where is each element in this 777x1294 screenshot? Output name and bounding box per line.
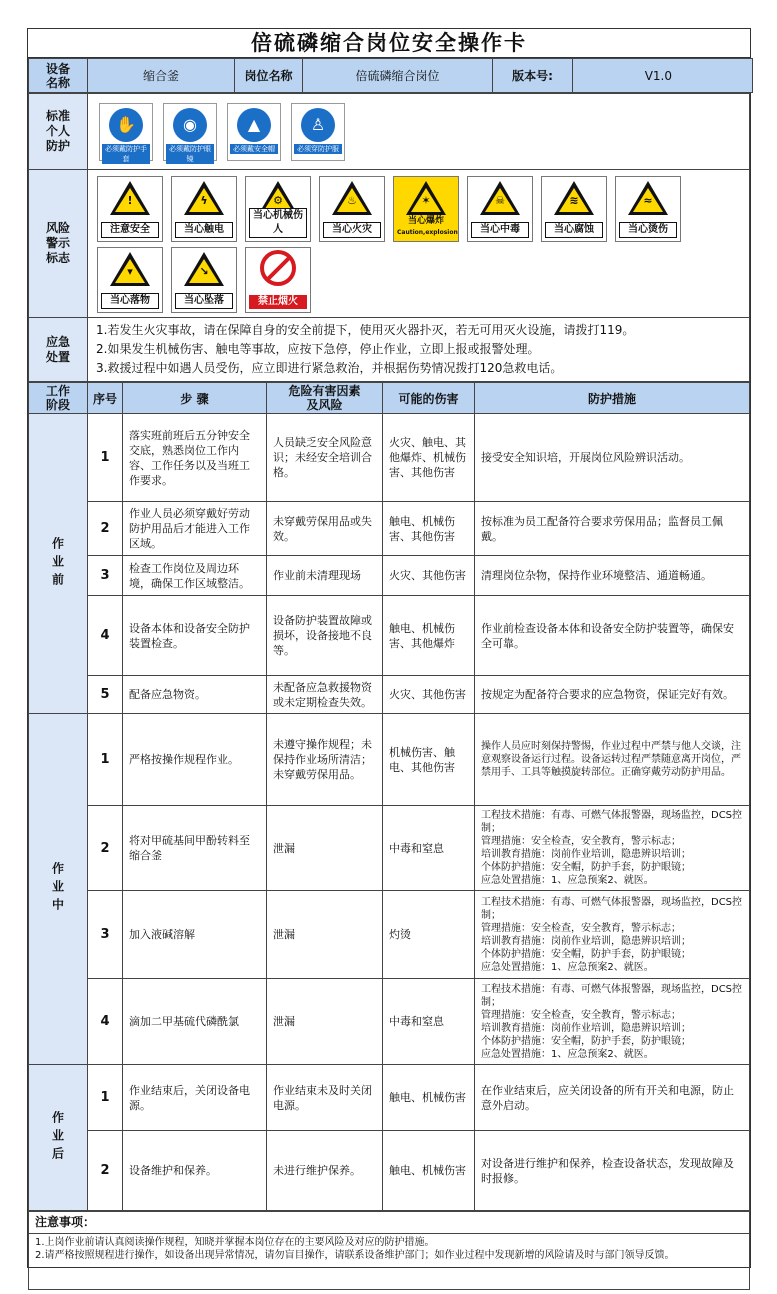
notes-body bbox=[29, 1234, 750, 1290]
warning-sign bbox=[97, 176, 163, 242]
ppe-sign bbox=[291, 103, 345, 161]
warning-sign bbox=[393, 176, 459, 242]
ppe-sign-text: 必须穿防护服 bbox=[294, 144, 342, 154]
col-harm: 可能的伤害 bbox=[383, 383, 475, 414]
harm-cell: 火灾、其他伤害 bbox=[383, 556, 475, 596]
stage-cell: 作业中 bbox=[29, 714, 88, 1065]
row-number: 4 bbox=[88, 979, 123, 1065]
col-stage: 工作阶段 bbox=[29, 383, 88, 414]
page-title: 倍硫磷缩合岗位安全操作卡 bbox=[28, 29, 750, 58]
hazard-cell: 作业结束未及时关闭电源。 bbox=[267, 1065, 383, 1131]
measure-cell: 作业前检查设备本体和设备安全防护装置等，确保安全可靠。 bbox=[475, 596, 750, 676]
warning-sign-text: 当心触电 bbox=[175, 222, 233, 238]
post-name-value: 倍硫磷缩合岗位 bbox=[303, 59, 493, 93]
table-row bbox=[29, 714, 750, 806]
warning-sign-text: 当心中毒 bbox=[471, 222, 529, 238]
caution-icon: ! bbox=[110, 181, 150, 215]
col-hazard: 危险有害因素及风险 bbox=[267, 383, 383, 414]
harm-cell: 灼烫 bbox=[383, 891, 475, 979]
step-cell: 加入液碱溶解 bbox=[123, 891, 267, 979]
row-number: 1 bbox=[88, 414, 123, 502]
emergency-label: 应急处置 bbox=[29, 318, 88, 382]
table-row bbox=[29, 676, 750, 714]
warning-sign-text: 当心烫伤 bbox=[619, 222, 677, 238]
hazard-cell: 未配备应急救援物资或未定期检查失效。 bbox=[267, 676, 383, 714]
version-label: 版本号: bbox=[493, 59, 573, 93]
row-number: 2 bbox=[88, 502, 123, 556]
warning-sign-text: 禁止烟火 bbox=[249, 295, 307, 309]
hazard-cell: 设备防护装置故障或损坏，设备接地不良等。 bbox=[267, 596, 383, 676]
notes-table bbox=[28, 1211, 750, 1290]
warning-sign-text: 当心机械伤人 bbox=[249, 208, 307, 238]
warning-sign bbox=[171, 247, 237, 313]
post-name-label: 岗位名称 bbox=[235, 59, 303, 93]
note-line: 1.上岗作业前请认真阅读操作规程，知晓并掌握本岗位存在的主要风险及对应的防护措施。 bbox=[35, 1237, 435, 1248]
harm-cell: 机械伤害、触电、其他伤害 bbox=[383, 714, 475, 806]
hazard-cell: 泄漏 bbox=[267, 979, 383, 1065]
warning-sign-text: 当心坠落 bbox=[175, 293, 233, 309]
step-cell: 检查工作岗位及周边环境，确保工作区域整洁。 bbox=[123, 556, 267, 596]
step-cell: 设备维护和保养。 bbox=[123, 1131, 267, 1211]
hazard-cell: 泄漏 bbox=[267, 806, 383, 891]
no-fire-icon bbox=[260, 250, 296, 286]
row-number: 2 bbox=[88, 1131, 123, 1211]
step-cell: 作业人员必须穿戴好劳动防护用品后才能进入工作区域。 bbox=[123, 502, 267, 556]
harm-cell: 触电、机械伤害 bbox=[383, 1131, 475, 1211]
harm-cell: 触电、机械伤害、其他伤害 bbox=[383, 502, 475, 556]
ppe-sign bbox=[163, 103, 217, 161]
warning-sign-text: 当心腐蚀 bbox=[545, 222, 603, 238]
ppe-label: 标准个人防护 bbox=[29, 94, 88, 170]
harm-cell: 中毒和窒息 bbox=[383, 979, 475, 1065]
hazard-cell: 未进行维护保养。 bbox=[267, 1131, 383, 1211]
table-row bbox=[29, 891, 750, 979]
poison-icon: ☠ bbox=[480, 181, 520, 215]
measure-cell: 在作业结束后，应关闭设备的所有开关和电源，防止意外启动。 bbox=[475, 1065, 750, 1131]
warning-sign bbox=[97, 247, 163, 313]
warning-sign bbox=[319, 176, 385, 242]
table-row bbox=[29, 556, 750, 596]
warning-sign-text: 当心火灾 bbox=[323, 222, 381, 238]
note-line: 2.请严格按照规程进行操作，如设备出现异常情况，请勿盲目操作，请联系设备维护部门；如作业过程中发现新增的风险请及时与部门领导反馈。 bbox=[35, 1250, 675, 1261]
ppe-sign bbox=[227, 103, 281, 161]
harm-cell: 触电、机械伤害 bbox=[383, 1065, 475, 1131]
version-value: V1.0 bbox=[573, 59, 753, 93]
measure-cell: 接受安全知识培，开展岗位风险辨识活动。 bbox=[475, 414, 750, 502]
col-measure: 防护措施 bbox=[475, 383, 750, 414]
table-row bbox=[29, 1131, 750, 1211]
electric-shock-icon: ϟ bbox=[184, 181, 224, 215]
measure-cell: 工程技术措施：有毒、可燃气体报警器，现场监控，DCS控制； 管理措施：安全检查，安全教育，警示标志； 培训教育措施：岗前作业培训，隐患辨识培训； 个体防护措施：安全帽，防护手套，防护眼镜； 应急处置措施：1、应急预案2、就医。 bbox=[475, 979, 750, 1065]
measure-cell: 操作人员应时刻保持警惕，作业过程中严禁与他人交谈，注意观察设备运行过程。设备运转过程严禁随意离开岗位，严禁用手、工具等触摸旋转部位。正确穿戴劳动防护用品。 bbox=[475, 714, 750, 806]
warning-sign bbox=[171, 176, 237, 242]
warning-label: 风险警示标志 bbox=[29, 170, 88, 318]
stage-cell: 作业后 bbox=[29, 1065, 88, 1211]
row-number: 1 bbox=[88, 714, 123, 806]
ppe-sign-text: 必须戴防护眼镜 bbox=[166, 144, 214, 164]
warning-sign bbox=[245, 176, 311, 242]
emergency-text bbox=[88, 318, 750, 382]
fire-icon: ♨ bbox=[332, 181, 372, 215]
column-header-row bbox=[29, 383, 750, 414]
header-table bbox=[28, 58, 753, 93]
signs-table bbox=[28, 93, 750, 382]
measure-cell: 工程技术措施：有毒、可燃气体报警器，现场监控，DCS控制； 管理措施：安全检查，安全教育，警示标志； 培训教育措施：岗前作业培训，隐患辨识培训； 个体防护措施：安全帽，防护手套，防护眼镜； 应急处置措施：1、应急预案2、就医。 bbox=[475, 806, 750, 891]
table-row bbox=[29, 1065, 750, 1131]
measure-cell: 清理岗位杂物，保持作业环境整洁、通道畅通。 bbox=[475, 556, 750, 596]
col-no: 序号 bbox=[88, 383, 123, 414]
row-number: 1 bbox=[88, 1065, 123, 1131]
col-step: 步 骤 bbox=[123, 383, 267, 414]
notes-title: 注意事项： bbox=[29, 1212, 750, 1234]
hazard-cell: 未穿戴劳保用品或失效。 bbox=[267, 502, 383, 556]
scald-icon: ≈ bbox=[628, 181, 668, 215]
table-row bbox=[29, 806, 750, 891]
harm-cell: 火灾、其他伤害 bbox=[383, 676, 475, 714]
warning-sign bbox=[467, 176, 533, 242]
emergency-line: 2.如果发生机械伤害、触电等事故，应按下急停，停止作业，立即上报或报警处理。 bbox=[96, 342, 540, 356]
hazard-cell: 人员缺乏安全风险意识；未经安全培训合格。 bbox=[267, 414, 383, 502]
measure-cell: 工程技术措施：有毒、可燃气体报警器，现场监控，DCS控制； 管理措施：安全检查，安全教育，警示标志； 培训教育措施：岗前作业培训，隐患辨识培训； 个体防护措施：安全帽，防护手套，防护眼镜； 应急处置措施：1、应急预案2、就医。 bbox=[475, 891, 750, 979]
ppe-sign-text: 必须戴防护手套 bbox=[102, 144, 150, 164]
ppe-signs bbox=[88, 94, 750, 170]
safety-operation-card bbox=[27, 28, 751, 1268]
stage-cell: 作业前 bbox=[29, 414, 88, 714]
device-name-label: 设备 名称 bbox=[29, 59, 88, 93]
warning-sign-text: 当心落物 bbox=[101, 293, 159, 309]
row-number: 3 bbox=[88, 556, 123, 596]
ppe-sign bbox=[99, 103, 153, 161]
suit-icon: ♙ bbox=[301, 108, 335, 142]
harm-cell: 触电、机械伤害、其他爆炸 bbox=[383, 596, 475, 676]
measure-cell: 按规定为配备符合要求的应急物资，保证完好有效。 bbox=[475, 676, 750, 714]
procedure-table bbox=[28, 382, 750, 1211]
ppe-sign-text: 必须戴安全帽 bbox=[230, 144, 278, 154]
measure-cell: 按标准为员工配备符合要求劳保用品；监督员工佩戴。 bbox=[475, 502, 750, 556]
warning-sign-text: 当心爆炸 Caution,explosion bbox=[397, 216, 458, 236]
step-cell: 配备应急物资。 bbox=[123, 676, 267, 714]
emergency-line: 3.救援过程中如遇人员受伤，应立即进行紧急救治，并根据伤势情况拨打120急救电话。 bbox=[96, 361, 563, 375]
mechanical-injury-icon: ⚙ bbox=[258, 181, 298, 215]
row-number: 2 bbox=[88, 806, 123, 891]
step-cell: 落实班前班后五分钟安全交底，熟悉岗位工作内容、工作任务以及当班工作要求。 bbox=[123, 414, 267, 502]
falling-object-icon: ▾ bbox=[110, 252, 150, 286]
explosion-icon: ✶ bbox=[406, 181, 446, 215]
emergency-line: 1.若发生火灾事故，请在保障自身的安全前提下，使用灭火器扑灭，若无可用灭火设施，请拨打119。 bbox=[96, 323, 635, 337]
harm-cell: 火灾、触电、其他爆炸、机械伤害、其他伤害 bbox=[383, 414, 475, 502]
step-cell: 作业结束后，关闭设备电源。 bbox=[123, 1065, 267, 1131]
hazard-cell: 泄漏 bbox=[267, 891, 383, 979]
device-name-value: 缩合釜 bbox=[88, 59, 235, 93]
row-number: 4 bbox=[88, 596, 123, 676]
helmet-icon: ▲ bbox=[237, 108, 271, 142]
row-number: 3 bbox=[88, 891, 123, 979]
step-cell: 严格按操作规程作业。 bbox=[123, 714, 267, 806]
fall-icon: ↘ bbox=[184, 252, 224, 286]
warning-signs bbox=[88, 170, 750, 318]
row-number: 5 bbox=[88, 676, 123, 714]
warning-sign bbox=[245, 247, 311, 313]
hazard-cell: 作业前未清理现场 bbox=[267, 556, 383, 596]
measure-cell: 对设备进行维护和保养，检查设备状态，发现故障及时报修。 bbox=[475, 1131, 750, 1211]
goggles-icon: ◉ bbox=[173, 108, 207, 142]
step-cell: 滴加二甲基硫代磷酰氯 bbox=[123, 979, 267, 1065]
harm-cell: 中毒和窒息 bbox=[383, 806, 475, 891]
table-row bbox=[29, 502, 750, 556]
hazard-cell: 未遵守操作规程；未保持作业场所清洁；未穿戴劳保用品。 bbox=[267, 714, 383, 806]
corrosion-icon: ≋ bbox=[554, 181, 594, 215]
gloves-icon: ✋ bbox=[109, 108, 143, 142]
table-row bbox=[29, 979, 750, 1065]
table-row bbox=[29, 596, 750, 676]
warning-sign bbox=[541, 176, 607, 242]
step-cell: 将对甲硫基间甲酚转料至缩合釜 bbox=[123, 806, 267, 891]
warning-sign-text: 注意安全 bbox=[101, 222, 159, 238]
step-cell: 设备本体和设备安全防护装置检查。 bbox=[123, 596, 267, 676]
table-row bbox=[29, 414, 750, 502]
warning-sign bbox=[615, 176, 681, 242]
